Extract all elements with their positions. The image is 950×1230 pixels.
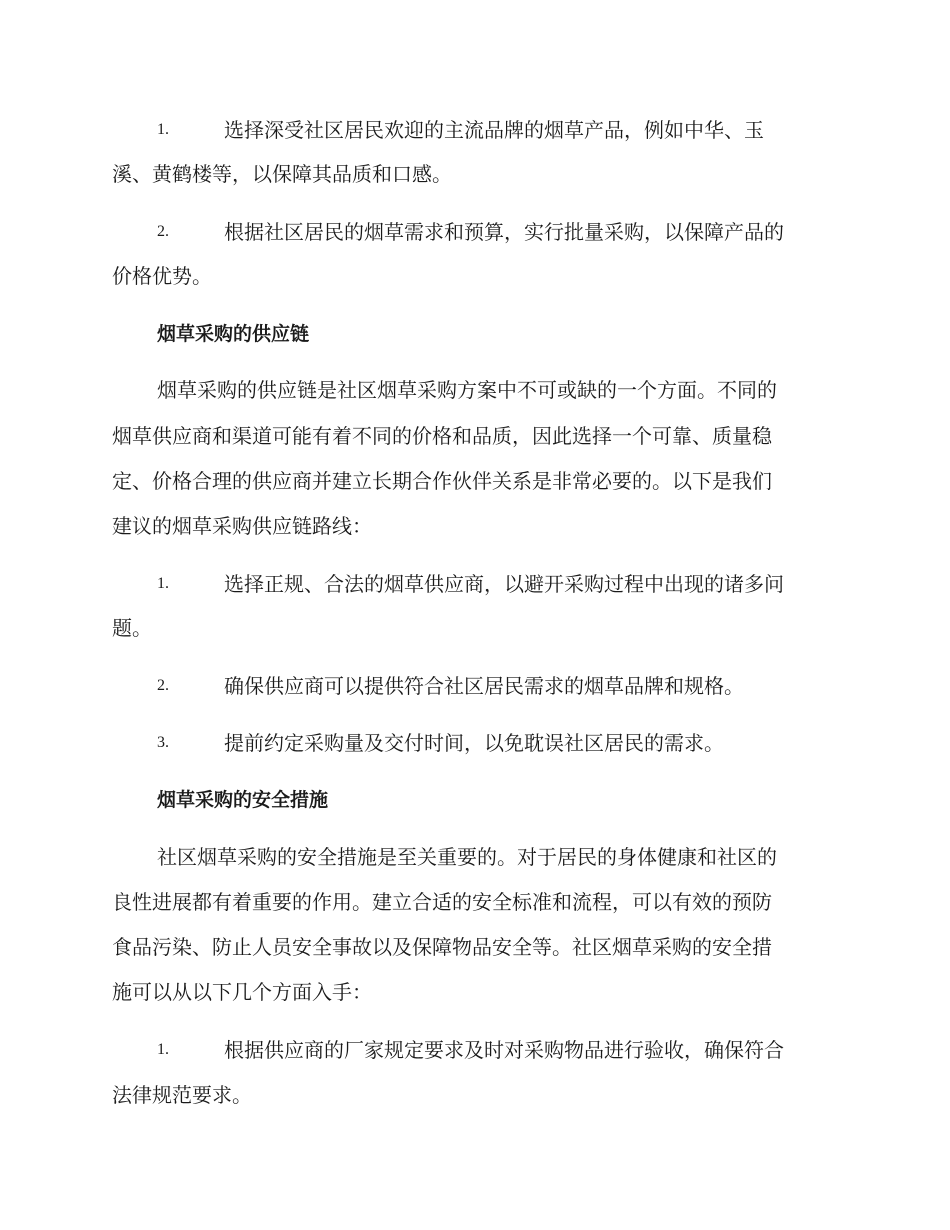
list-item-text: 根据社区居民的烟草需求和预算，实行批量采购，以保障产品的 xyxy=(224,220,784,244)
list-item-text: 法律规范要求。 xyxy=(112,1083,252,1107)
list-item-text: 选择正规、合法的烟草供应商，以避开采购过程中出现的诸多问 xyxy=(224,572,784,596)
paragraph-line: 定、价格合理的供应商并建立长期合作伙伴关系是非常必要的。以下是我们 xyxy=(112,469,772,493)
list-item-text: 题。 xyxy=(112,616,152,640)
list-number: 1. xyxy=(157,121,169,138)
list-item-text: 选择深受社区居民欢迎的主流品牌的烟草产品，例如中华、玉 xyxy=(224,118,764,142)
list-item-text: 提前约定采购量及交付时间，以免耽误社区居民的需求。 xyxy=(224,731,724,755)
paragraph-line: 食品污染、防止人员安全事故以及保障物品安全等。社区烟草采购的安全措 xyxy=(112,935,772,959)
list-number: 1. xyxy=(157,1041,169,1058)
paragraph-line: 施可以从以下几个方面入手： xyxy=(112,980,372,1004)
paragraph-line: 社区烟草采购的安全措施是至关重要的。对于居民的身体健康和社区的 xyxy=(157,845,777,869)
list-number: 2. xyxy=(157,677,169,694)
paragraph-line: 烟草供应商和渠道可能有着不同的价格和品质，因此选择一个可靠、质量稳 xyxy=(112,424,772,448)
list-number: 3. xyxy=(157,734,169,751)
list-item-text: 溪、黄鹤楼等，以保障其品质和口感。 xyxy=(112,162,452,186)
list-item-text: 根据供应商的厂家规定要求及时对采购物品进行验收，确保符合 xyxy=(224,1038,784,1062)
list-number: 1. xyxy=(157,575,169,592)
list-item-text: 确保供应商可以提供符合社区居民需求的烟草品牌和规格。 xyxy=(224,674,744,698)
paragraph-line: 建议的烟草采购供应链路线： xyxy=(112,514,372,538)
section-heading: 烟草采购的供应链 xyxy=(157,323,310,345)
list-number: 2. xyxy=(157,223,169,240)
paragraph-line: 烟草采购的供应链是社区烟草采购方案中不可或缺的一个方面。不同的 xyxy=(157,378,777,402)
paragraph-line: 良性进展都有着重要的作用。建立合适的安全标准和流程，可以有效的预防 xyxy=(112,890,772,914)
section-heading: 烟草采购的安全措施 xyxy=(157,789,329,811)
list-item-text: 价格优势。 xyxy=(112,264,212,288)
